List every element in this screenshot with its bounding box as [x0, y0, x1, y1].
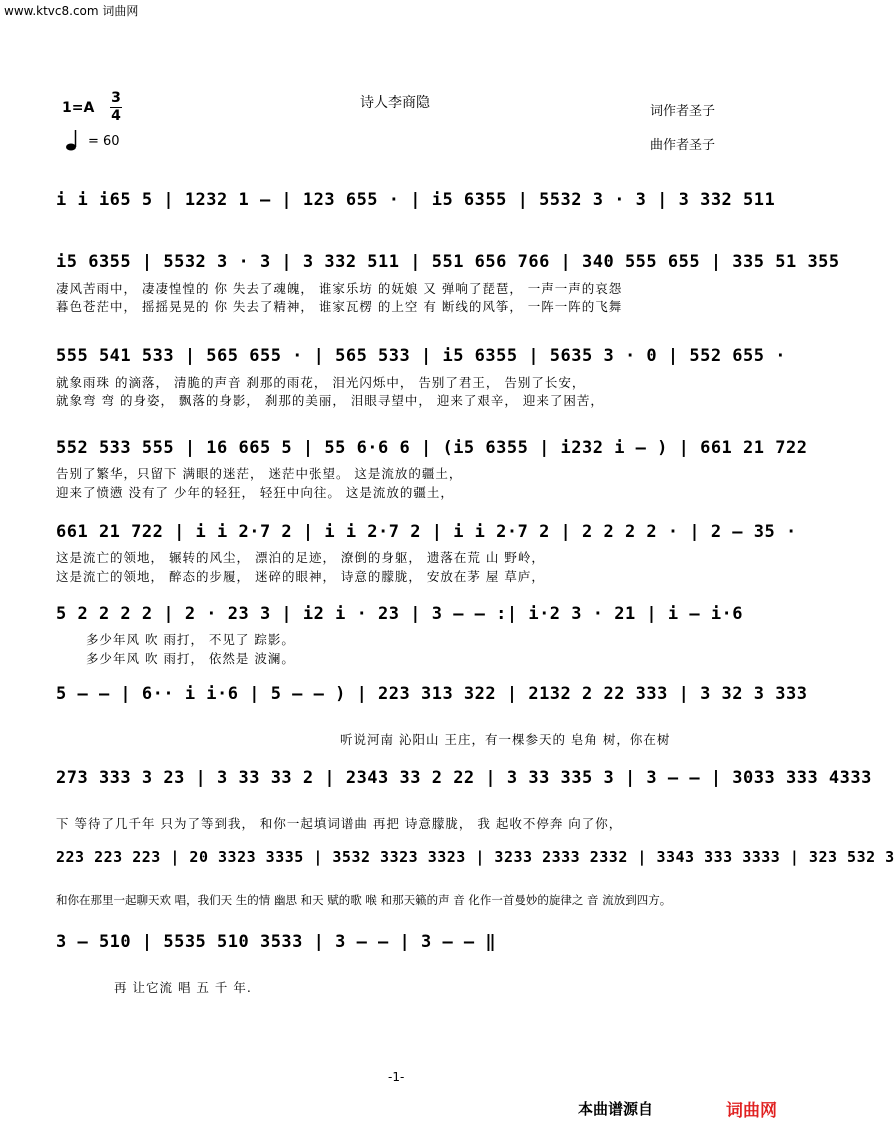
- lyric-line-2: 暮色苍茫中， 摇摇晃晃的 你 失去了精神， 谁家瓦楞 的上空 有 断线的风筝， 一阵一阵的飞舞: [56, 299, 623, 314]
- row-notes: 3 — 510 | 5535 510 3533 | 3 — — | 3 — — ‖: [56, 932, 497, 952]
- song-title: 诗人李商隐: [360, 95, 430, 111]
- lyric-line-1: 凄风苦雨中， 凄凄惶惶的 你 失去了魂魄， 谁家乐坊 的妩娘 又 弹响了琵琶， 一声一声的哀怨: [56, 281, 623, 296]
- score-row-8: [56, 768, 872, 831]
- lyric-line-1: 下 等待了几千年 只为了等到我， 和你一起填词谱曲 再把 诗意朦胧， 我 起收不停奔 向了你，: [56, 816, 623, 831]
- lyricist-credit: 词作者圣子: [650, 104, 716, 119]
- site-header: www.ktvc8.com 词曲网: [4, 4, 139, 18]
- lyric-line-1: 就象雨珠 的滴落， 清脆的声音 刹那的雨花， 泪光闪烁中， 告别了君王， 告别了长安，: [56, 375, 586, 390]
- score-row-10: [56, 932, 728, 995]
- row-notes: i5 6355 | 5532 3 · 3 | 3 332 511 | 551 656 766 | 340 555 655 | 335 51 355: [56, 252, 840, 272]
- source-note: 本曲谱源自: [578, 1100, 654, 1118]
- lyric-line-2: 就象弯 弯 的身姿， 飘落的身影， 刹那的美丽， 泪眼寻望中， 迎来了艰辛， 迎来了困苦，: [56, 393, 604, 408]
- score-row-3: [56, 346, 786, 408]
- site-logo[interactable]: 词曲网: [726, 1101, 777, 1121]
- lyric-line-1: 告别了繁华，只留下 满眼的迷茫， 迷茫中张望。 这是流放的疆土，: [56, 466, 463, 481]
- lyric-line-1: 多少年风 吹 雨打， 不见了 踪影。: [86, 632, 295, 647]
- lyric-line-2: 这是流亡的领地， 醉态的步履， 迷碎的眼神， 诗意的朦胧， 安放在茅 屋 草庐，: [56, 569, 545, 584]
- score-row-2: [56, 252, 840, 314]
- composer-credit: 曲作者圣子: [650, 138, 716, 153]
- time-signature: [110, 90, 122, 125]
- row-notes: 661 21 722 | i i 2·7 2 | i i 2·7 2 | i i 2·7 2 | 2 2 2 2 · | 2 — 35 ·: [56, 522, 797, 542]
- quarter-note-icon: [64, 128, 86, 152]
- row-notes: 552 533 555 | 16 665 5 | 55 6·6 6 | (i5 6355 | i232 i — ) | 661 21 722: [56, 438, 808, 458]
- score-row-4: [56, 438, 808, 500]
- row-notes: i i i65 5 | 1232 1 — | 123 655 · | i5 6355 | 5532 3 · 3 | 3 332 511: [56, 190, 776, 210]
- score-row-6: [56, 604, 744, 666]
- lyric-line-1: 听说河南 沁阳山 王庄，有一棵参天的 皂角 树，你在树: [340, 732, 671, 747]
- score-row-5: [56, 522, 797, 584]
- row-notes: 5 2 2 2 2 | 2 · 23 3 | i2 i · 23 | 3 — — :| i·2 3 · 21 | i — i·6: [56, 604, 744, 624]
- score-row-9: [56, 848, 895, 907]
- page-number: -1-: [388, 1070, 405, 1084]
- meter-top: 3: [111, 90, 121, 106]
- row-notes: 223 223 223 | 20 3323 3335 | 3532 3323 3323 | 3233 2333 2332 | 3343 333 3333 | 323 532 3: [56, 848, 895, 866]
- lyric-line-1: 和你在那里一起聊天欢 唱，我们天 生的情 幽思 和天 赋的歌 喉 和那天籁的声 音 化作一首曼妙的旋律之 音 流放到四方。: [56, 893, 672, 907]
- score-row-7: [56, 684, 808, 747]
- meter-bottom: 4: [111, 108, 121, 124]
- row-notes: 555 541 533 | 565 655 · | 565 533 | i5 6355 | 5635 3 · 0 | 552 655 ·: [56, 346, 786, 366]
- row-notes: 5 — — | 6·· i i·6 | 5 — — ) | 223 313 322 | 2132 2 22 333 | 3 32 3 333: [56, 684, 808, 704]
- lyric-line-2: 迎来了愤懑 没有了 少年的轻狂， 轻狂中向往。 这是流放的疆土，: [56, 485, 454, 500]
- lyric-line-2: 多少年风 吹 雨打， 依然是 波澜。: [86, 651, 295, 666]
- row-notes: 273 333 3 23 | 3 33 33 2 | 2343 33 2 22 | 3 33 335 3 | 3 — — | 3033 333 4333: [56, 768, 872, 788]
- tempo-marking: = 60: [88, 134, 120, 149]
- score-row-1: [56, 190, 776, 220]
- lyric-line-1: 这是流亡的领地， 辗转的风尘， 漂泊的足迹， 潦倒的身躯， 遗落在荒 山 野岭，: [56, 550, 545, 565]
- lyric-line-1: 再 让它流 唱 五 千 年.: [114, 980, 252, 995]
- key-signature: 1=A: [62, 100, 95, 116]
